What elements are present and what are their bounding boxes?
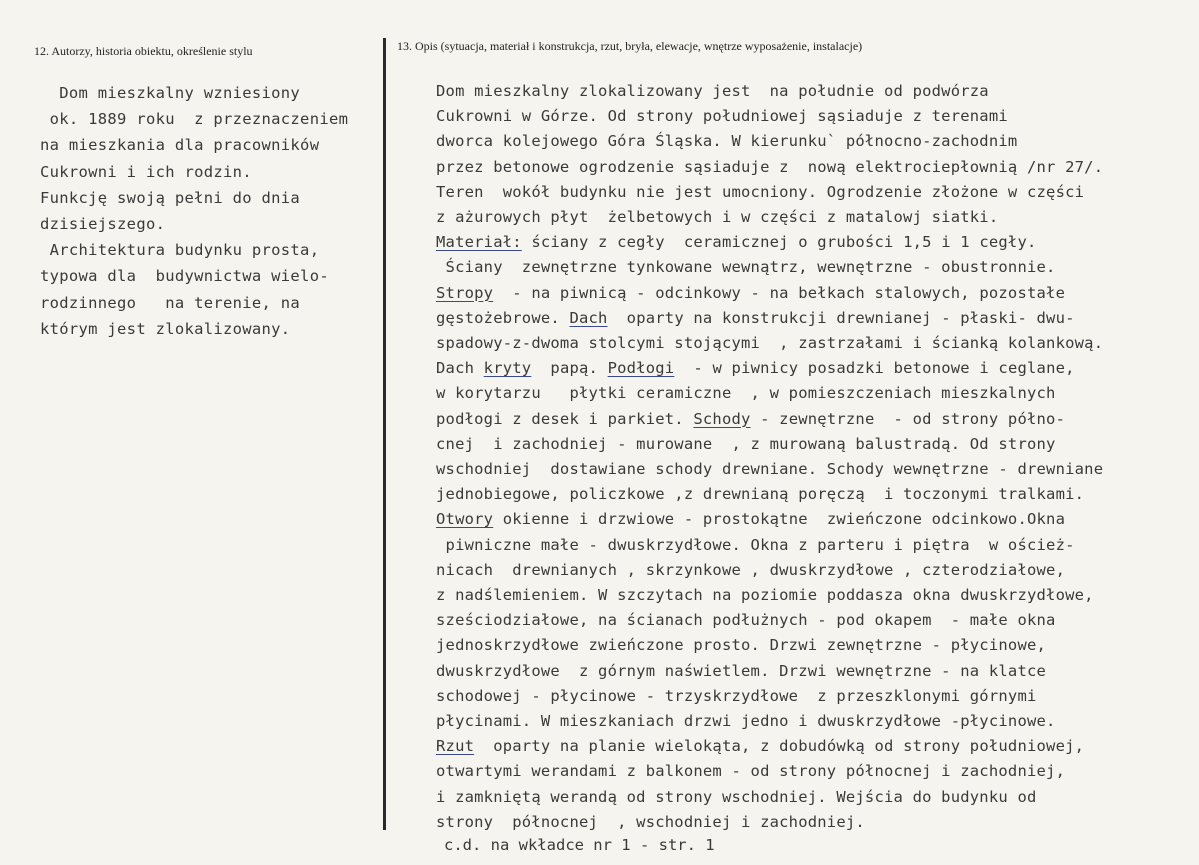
description-line <box>436 558 1196 583</box>
section-keyword: Schody <box>693 409 751 428</box>
description-line <box>436 482 1196 507</box>
history-line: ok. 1889 roku z przeznaczeniem <box>40 110 349 129</box>
description-line <box>436 734 1196 759</box>
history-line: Architektura budynku prosta, <box>40 241 320 260</box>
description-text: Teren wokół budynku nie jest umocniony. Ogrodzenie złożone w części <box>436 182 1085 201</box>
history-line: którym jest zlokalizowany. <box>40 319 291 338</box>
description-text: ściany z cegły ceramicznej o grubości 1,5 i 1 cegły. <box>521 233 1037 252</box>
description-text: spadowy-z-dwoma stolcymi stojącymi , zastrzałami i ścianką kolankową. <box>436 334 1104 353</box>
description-text: oparty na planie wielokąta, z dobudówką od strony południowej, <box>474 737 1085 756</box>
description-line <box>436 659 1196 684</box>
section-keyword: Dach <box>569 308 608 327</box>
section-12-header <box>34 44 253 59</box>
description-line <box>436 583 1196 608</box>
section-keyword: Materiał: <box>436 233 522 252</box>
description-text: Dom mieszkalny zlokalizowany jest na południe od podwórza <box>436 82 989 100</box>
section-keyword: Rzut <box>436 737 475 756</box>
description-line <box>436 155 1196 180</box>
description-text: jednoskrzydłowe zwieńczone prosto. Drzwi zewnętrzne - płycinowe, <box>436 636 1047 655</box>
description-line <box>436 306 1196 331</box>
description-text: jednobiegowe, policzkowe ,z drewnianą poręczą i toczonymi tralkami. <box>436 485 1085 504</box>
history-line: dzisiejszego. <box>40 215 166 234</box>
description-text: oparty na konstrukcji drewnianej - płaski- dwu- <box>607 308 1075 327</box>
description-text: wschodniej dostawiane schody drewniane. Schody wewnętrzne - drewniane <box>436 460 1104 479</box>
description-line <box>436 104 1196 129</box>
description-line <box>436 633 1196 658</box>
description-line <box>436 432 1196 457</box>
history-line: Funkcję swoją pełni do dnia <box>40 188 301 207</box>
description-text: schodowej - płycinowe - trzyskrzydłowe z przeszklonymi górnymi <box>436 686 1037 705</box>
description-line <box>436 785 1196 810</box>
description-line <box>436 810 1196 835</box>
history-line: rodzinnego na terenie, na <box>40 293 301 312</box>
description-line <box>436 407 1196 432</box>
description-line <box>436 684 1196 709</box>
section-13-number: 13. <box>397 39 412 53</box>
history-line: Cukrowni i ich rodzin. <box>40 162 252 181</box>
description-text: Cukrowni w Górze. Od strony południowej sąsiaduje z terenami <box>436 107 1008 126</box>
description-line <box>436 507 1196 532</box>
description-text: strony północnej , wschodniej i zachodniej. <box>436 812 865 831</box>
description-line <box>436 608 1196 633</box>
section-keyword: Podłogi <box>607 359 675 378</box>
description-line <box>436 709 1196 734</box>
description-text: i zamkniętą werandą od strony wschodniej. Wejścia do budynku od <box>436 787 1037 806</box>
description-line <box>436 759 1196 784</box>
description-text: w korytarzu płytki ceramiczne , w pomieszczeniach mieszkalnych <box>436 384 1056 403</box>
description-text: - w piwnicy posadzki betonowe i ceglane, <box>674 359 1075 378</box>
section-keyword: Stropy <box>436 283 494 302</box>
description-text: Dach <box>436 359 484 378</box>
description-line <box>436 129 1196 154</box>
description-text: Ściany zewnętrzne tynkowane wewnątrz, wewnętrzne - obustronnie. <box>436 258 1056 277</box>
history-text-block <box>40 80 375 342</box>
description-line <box>436 457 1196 482</box>
description-line <box>436 255 1196 280</box>
description-text: przez betonowe ogrodzenie sąsiaduje z nową elektrociepłownią /nr 27/. <box>436 157 1104 176</box>
description-text: dwuskrzydłowe z górnym naświetlem. Drzwi wewnętrzne - na klatce <box>436 661 1047 680</box>
description-line <box>436 79 1196 104</box>
description-text: nicach drewnianych , skrzynkowe , dwuskrzydłowe , czterodziałowe, <box>436 560 1066 579</box>
description-text: otwartymi werandami z balkonem - od strony północnej i zachodniej, <box>436 762 1066 781</box>
description-line <box>436 533 1196 558</box>
history-line: typowa dla budywnictwa wielo- <box>40 267 329 286</box>
description-text: z nadślemieniem. W szczytach na poziomie poddasza okna dwuskrzydłowe, <box>436 586 1094 605</box>
section-12-number: 12. <box>34 44 49 58</box>
description-text: z ażurowych płyt żelbetowych i w części z matalowj siatki. <box>436 208 999 227</box>
description-text: cnej i zachodniej - murowane , z murowaną balustradą. Od strony <box>436 434 1056 453</box>
description-line <box>436 230 1196 255</box>
continuation-note: c.d. na wkładce nr 1 - str. 1 <box>444 836 715 854</box>
description-text: dworca kolejowego Góra Śląska. W kierunku` północno-zachodnim <box>436 132 1018 151</box>
description-text: - zewnętrzne - od strony półno- <box>750 409 1066 428</box>
description-text: papą. <box>531 359 608 378</box>
description-text: gęstożebrowe. <box>436 308 570 327</box>
description-text: sześciodziałowe, na ścianach podłużnych - pod okapem - małe okna <box>436 611 1056 630</box>
description-text: podłogi z desek i parkiet. <box>436 409 694 428</box>
description-line <box>436 281 1196 306</box>
description-text: - na piwnicą - odcinkowy - na bełkach stalowych, pozostałe <box>493 283 1066 302</box>
description-line <box>436 381 1196 406</box>
section-keyword: Otwory <box>436 510 494 529</box>
column-divider <box>383 38 386 830</box>
description-line <box>436 205 1196 230</box>
section-keyword: kryty <box>483 359 532 378</box>
description-text: okienne i drzwiowe - prostokątne zwieńczone odcinkowo.Okna <box>493 510 1066 529</box>
description-line <box>436 356 1196 381</box>
description-text-block <box>436 79 1196 835</box>
section-13-title: Opis (sytuacja, materiał i konstrukcja, rzut, bryła, elewacje, wnętrze wyposażenie, instalacje) <box>415 39 863 53</box>
section-12-title: Autorzy, historia obiektu, określenie stylu <box>51 44 253 58</box>
description-line <box>436 180 1196 205</box>
history-line: na mieszkania dla pracowników <box>40 136 320 155</box>
description-text: piwniczne małe - dwuskrzydłowe. Okna z parteru i piętra w oścież- <box>436 535 1075 554</box>
section-13-header <box>397 39 862 54</box>
description-line <box>436 331 1196 356</box>
description-text: płycinami. W mieszkaniach drzwi jedno i dwuskrzydłowe -płycinowe. <box>436 712 1056 731</box>
history-line: Dom mieszkalny wzniesiony <box>40 84 301 102</box>
